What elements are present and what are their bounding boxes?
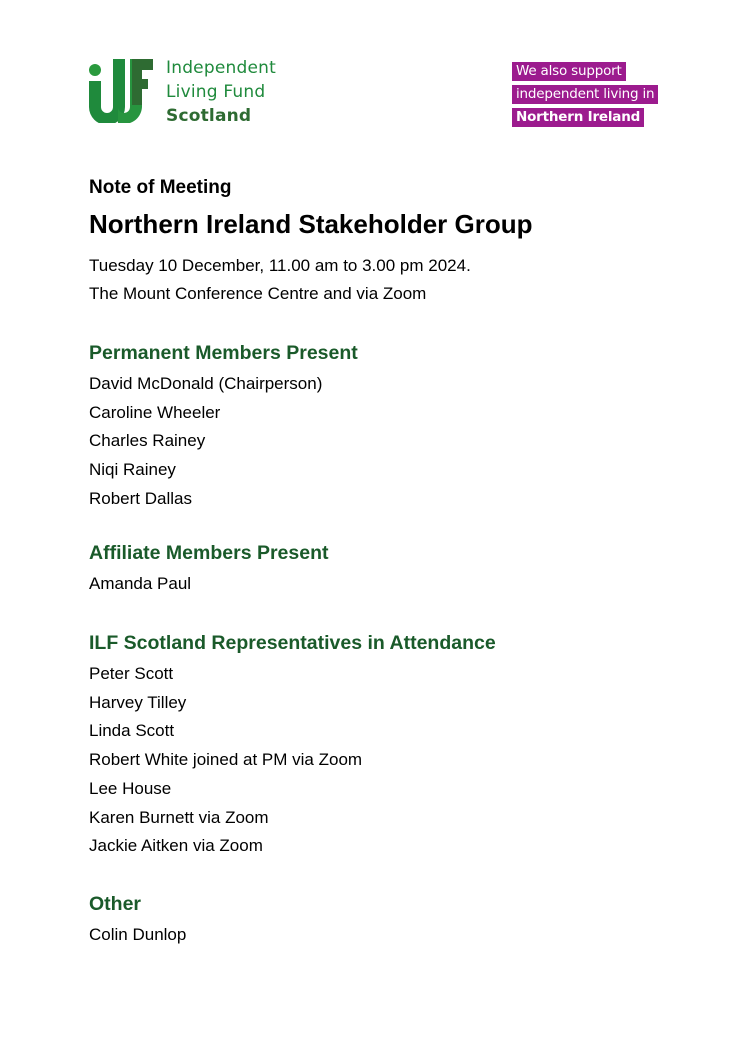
section-heading: Permanent Members Present <box>89 342 358 364</box>
list-item: Charles Rainey <box>89 431 206 451</box>
document-title: Northern Ireland Stakeholder Group <box>89 209 533 239</box>
logo-line-3: Scotland <box>166 106 252 126</box>
list-item: Harvey Tilley <box>89 692 187 712</box>
list-item: Robert Dallas <box>89 488 192 508</box>
badge-line-2: independent living in <box>512 85 658 104</box>
northern-ireland-support-badge <box>512 62 658 131</box>
ilf-scotland-logo <box>88 57 276 128</box>
list-item: Peter Scott <box>89 664 174 683</box>
list-item: Jackie Aitken via Zoom <box>89 836 263 856</box>
logo-line-1: Independent <box>166 58 276 78</box>
badge-line-1: We also support <box>512 62 626 81</box>
list-item: Robert White joined at PM via Zoom <box>89 750 363 770</box>
list-item: Linda Scott <box>89 721 175 741</box>
section-affiliate-members <box>89 541 329 599</box>
badge-line-3: Northern Ireland <box>512 108 644 127</box>
list-item: Amanda Paul <box>89 574 192 593</box>
document-label: Note of Meeting <box>89 177 232 198</box>
list-item: Caroline Wheeler <box>89 402 221 422</box>
logo-line-2: Living Fund <box>166 82 266 102</box>
attendee-list <box>89 570 329 599</box>
section-permanent-members <box>89 341 358 514</box>
attendee-list <box>89 370 358 514</box>
list-item: David McDonald (Chairperson) <box>89 374 323 393</box>
section-other <box>89 892 186 950</box>
section-heading: ILF Scotland Representatives in Attendance <box>89 632 496 654</box>
attendee-list <box>89 660 496 861</box>
attendee-list <box>89 921 186 950</box>
meeting-venue: The Mount Conference Centre and via Zoom <box>89 284 427 303</box>
list-item: Colin Dunlop <box>89 925 187 944</box>
section-heading: Affiliate Members Present <box>89 542 329 564</box>
ilf-logo-icon <box>88 57 154 123</box>
list-item: Lee House <box>89 778 172 798</box>
meeting-date: Tuesday 10 December, 11.00 am to 3.00 pm 2024. <box>89 256 471 275</box>
list-item: Karen Burnett via Zoom <box>89 807 269 827</box>
logo-wordmark <box>166 56 276 128</box>
list-item: Niqi Rainey <box>89 460 176 480</box>
section-heading: Other <box>89 893 142 915</box>
section-ilf-representatives <box>89 631 496 861</box>
